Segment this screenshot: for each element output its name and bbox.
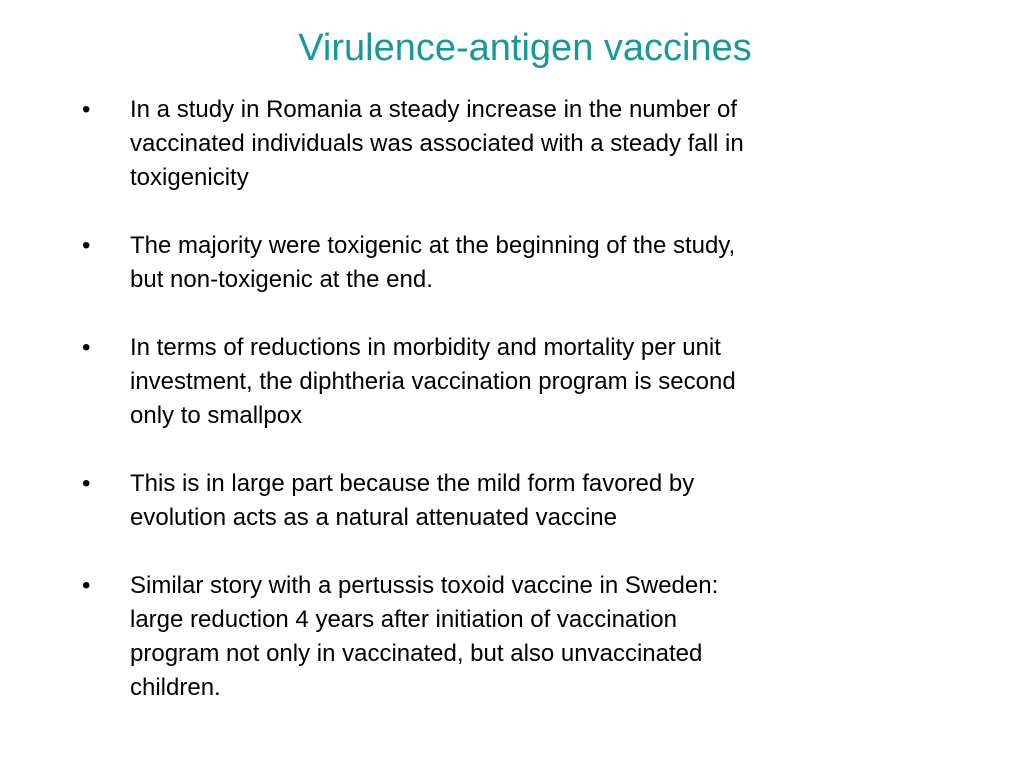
bullet-item: [78, 229, 878, 297]
bullet-glyph: •: [82, 96, 91, 123]
bullet-text: This is in large part because the mild form favored by evolution acts as a natural attenuated vaccine: [130, 470, 695, 531]
bullet-item: [78, 93, 878, 195]
bullet-list: [78, 93, 878, 739]
bullet-glyph: •: [82, 470, 91, 497]
bullet-item: [78, 331, 878, 433]
bullet-text: The majority were toxigenic at the beginning of the study, but non-toxigenic at the end.: [130, 232, 736, 293]
bullet-item: [78, 569, 878, 705]
bullet-glyph: •: [82, 334, 91, 361]
bullet-glyph: •: [82, 232, 91, 259]
bullet-text: Similar story with a pertussis toxoid vaccine in Sweden: large reduction 4 years after initiation of vaccination program not only in vaccinated, but also unvaccinated children.: [130, 572, 719, 701]
bullet-glyph: •: [82, 572, 91, 599]
bullet-text: In a study in Romania a steady increase in the number of vaccinated individuals was associated with a steady fall in toxigenicity: [130, 96, 744, 191]
bullet-item: [78, 467, 878, 535]
bullet-text: In terms of reductions in morbidity and mortality per unit investment, the diphtheria vaccination program is second only to smallpox: [130, 334, 736, 429]
slide-title: Virulence-antigen vaccines: [298, 27, 752, 69]
